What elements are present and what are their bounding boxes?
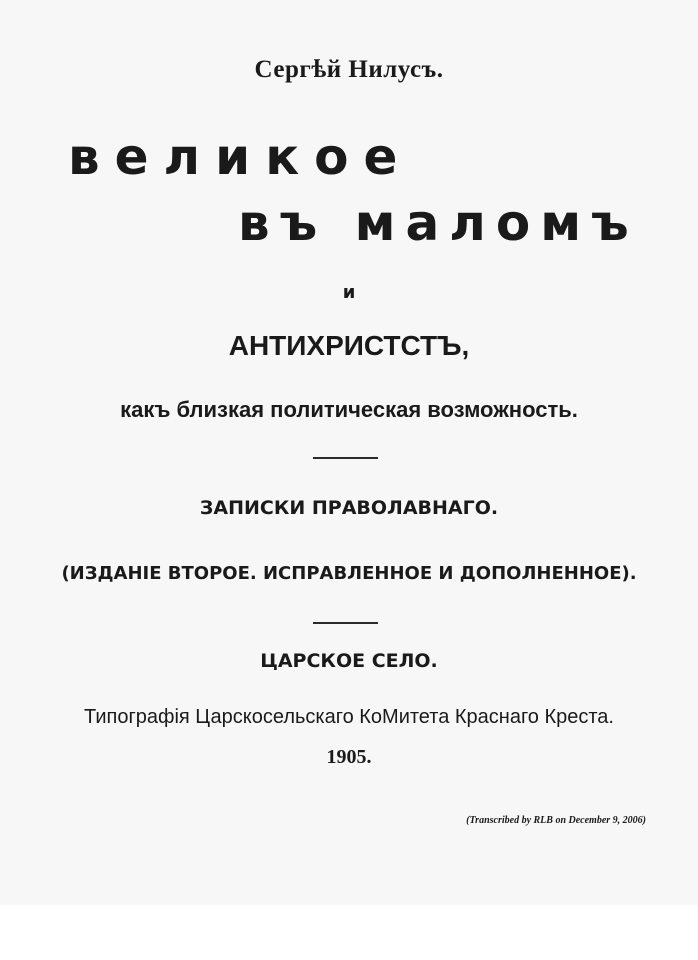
transcription-note: (Transcribed by RLB on December 9, 2006): [466, 815, 646, 826]
notes-heading: ЗАПИСКИ ПРАВОЛАВНАГО.: [199, 497, 499, 519]
title-line-2: въ маломъ: [238, 194, 639, 252]
author-name: Сергѣй Нилусъ.: [254, 56, 444, 83]
publication-year: 1905.: [326, 746, 372, 768]
divider-2: [313, 622, 378, 624]
title-conjunction: и: [342, 282, 356, 303]
subtitle: какъ близкая политическая возможность.: [120, 397, 578, 422]
printer-name: Типографія Царскосельскаго КоМитета Краснаго Креста.: [84, 706, 614, 728]
title-antichrist: АНТИХРИСТСТЪ,: [228, 330, 470, 361]
publication-place: ЦАРСКОЕ СЕЛО.: [260, 650, 438, 672]
edition-note: (ИЗДАНІЕ ВТОРОЕ. ИСПРАВЛЕННОЕ И ДОПОЛНЕННОЕ).: [61, 563, 637, 584]
divider-1: [313, 457, 378, 459]
title-line-1: великое: [68, 128, 413, 186]
